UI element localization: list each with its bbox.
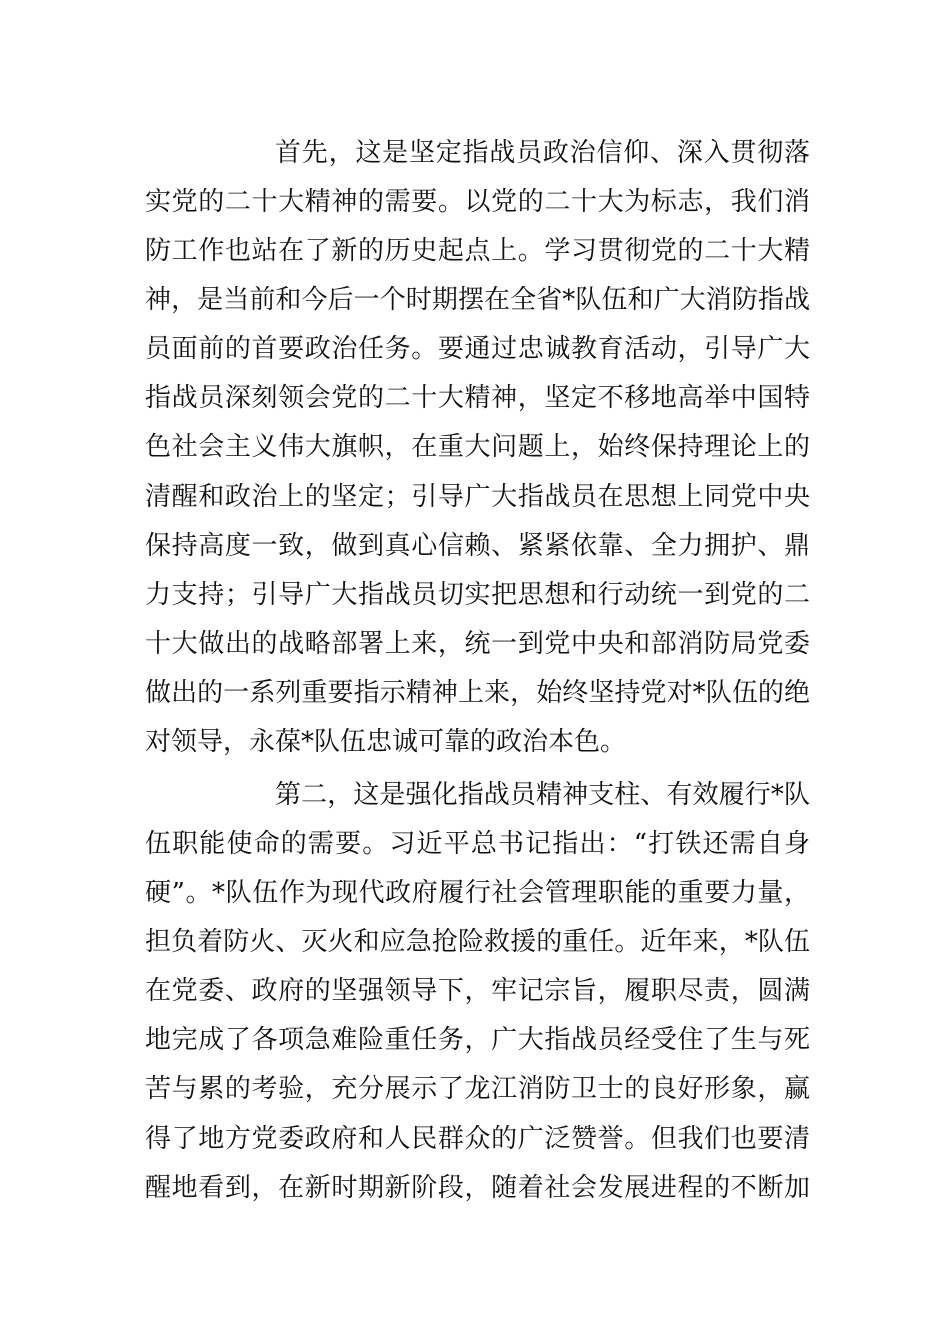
text-line: 做出的一系列重要指示精神上来，始终坚持党对*队伍的绝 [145,678,810,708]
text-line: 保持高度一致，做到真心信赖、紧紧依靠、全力拥护、鼎 [145,531,810,561]
text-line: 清醒和政治上的坚定；引导广大指战员在思想上同党中央 [145,482,810,512]
text-line: 伍职能使命的需要。习近平总书记指出：“打铁还需自身 [145,829,810,859]
text-line: 地完成了各项急难险重任务，广大指战员经受住了生与死 [145,1025,810,1055]
text-line: 醒地看到，在新时期新阶段，随着社会发展进程的不断加 [145,1173,810,1203]
text-line: 力支持；引导广大指战员切实把思想和行动统一到党的二 [145,580,810,610]
text-line: 担负着防火、灭火和应急抢险救援的重任。近年来，*队伍 [145,927,810,957]
text-line: 首先，这是坚定指战员政治信仰、深入贯彻落 [275,138,810,168]
text-line: 在党委、政府的坚强领导下，牢记宗旨，履职尽责，圆满 [145,976,810,1006]
text-line: 员面前的首要政治任务。要通过忠诚教育活动，引导广大 [145,334,810,364]
text-line: 防工作也站在了新的历史起点上。学习贯彻党的二十大精 [145,236,810,266]
text-line: 得了地方党委政府和人民群众的广泛赞誉。但我们也要清 [145,1124,810,1154]
text-line: 指战员深刻领会党的二十大精神，坚定不移地高举中国特 [145,383,810,413]
text-line: 第二，这是强化指战员精神支柱、有效履行*队 [275,780,810,810]
text-line: 硬”。*队伍作为现代政府履行社会管理职能的重要力量， [145,878,810,908]
text-line: 色社会主义伟大旗帜，在重大问题上，始终保持理论上的 [145,432,810,462]
text-line: 十大做出的战略部署上来，统一到党中央和部消防局党委 [145,629,810,659]
text-line: 苦与累的考验，充分展示了龙江消防卫士的良好形象，赢 [145,1074,810,1104]
text-line: 对领导，永葆*队伍忠诚可靠的政治本色。 [145,727,627,757]
text-line: 神，是当前和今后一个时期摆在全省*队伍和广大消防指战 [145,285,810,315]
text-line: 实党的二十大精神的需要。以党的二十大为标志，我们消 [145,187,810,217]
